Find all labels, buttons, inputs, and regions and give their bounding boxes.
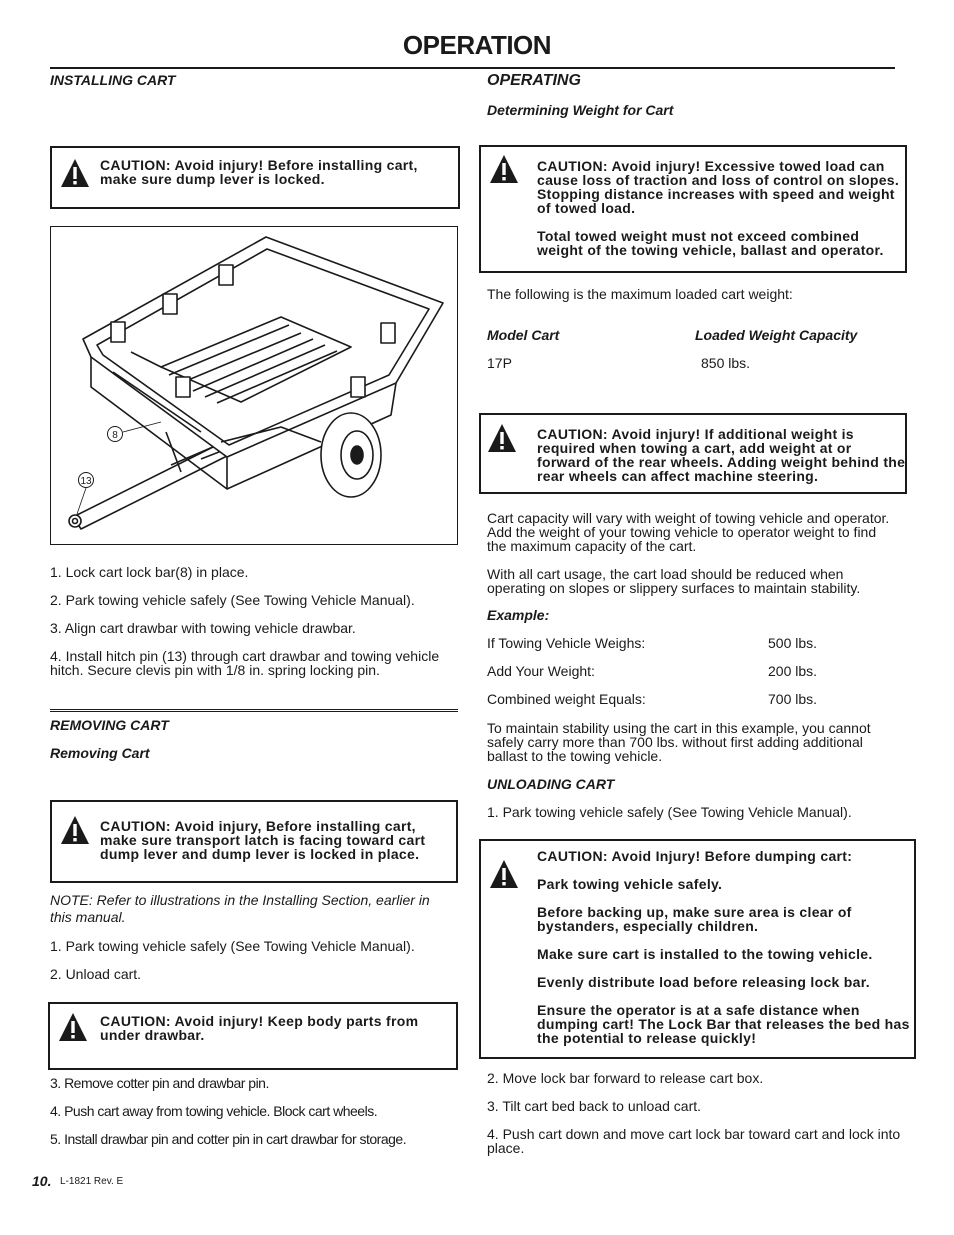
page-title: OPERATION: [402, 30, 552, 60]
warning-icon: [487, 423, 517, 453]
removing-cart-subheading: Removing Cart: [50, 745, 150, 761]
caution-line: CAUTION: Avoid Injury! Before dumping cart:: [537, 848, 853, 864]
unload-step-4: 4. Push cart down and move cart lock bar toward cart and lock into place.: [487, 1126, 901, 1156]
example-value-2: 200 lbs.: [768, 663, 818, 679]
warning-icon: [58, 1012, 88, 1042]
warning-icon: [60, 815, 90, 845]
remove-step-5: 5. Install drawbar pin and cotter pin in cart drawbar for storage.: [50, 1131, 407, 1147]
table-capacity: 850 lbs.: [701, 355, 751, 371]
callout-8: 8: [112, 430, 118, 441]
caution-box-additional-weight: [479, 413, 907, 494]
cart-drawing: [51, 227, 457, 544]
callout-13: 13: [80, 476, 92, 487]
unloading-heading: UNLOADING CART: [487, 776, 615, 792]
table-model: 17P: [487, 355, 512, 371]
operating-heading: OPERATING: [487, 72, 581, 89]
unload-step-3: 3. Tilt cart bed back to unload cart.: [487, 1098, 702, 1114]
section-divider: [50, 709, 458, 712]
caution-box-drawbar: [48, 1002, 458, 1070]
caution-text: CAUTION: Avoid injury, Before installing cart, make sure transport latch is facing toward cart dump lever and dump lever is locked in place.: [100, 818, 426, 862]
caution-box-dumping: [479, 839, 916, 1059]
caution-line: CAUTION: Avoid injury! Excessive towed load can cause loss of traction and loss of control on slopes. Stopping distance increases with speed and weight of towed load.: [537, 158, 900, 216]
installing-cart-heading: INSTALLING CART: [50, 72, 176, 88]
example-label-3: Combined weight Equals:: [487, 691, 646, 707]
capacity-paragraph: Cart capacity will vary with weight of towing vehicle and operator. Add the weight of your towing vehicle to operator weight to find the maximum capacity of the cart.: [487, 510, 890, 554]
unload-step-1: 1. Park towing vehicle safely (See Towing Vehicle Manual).: [487, 804, 852, 820]
install-step-2: 2. Park towing vehicle safely (See Towing Vehicle Manual).: [50, 592, 415, 608]
page-number: 10.: [32, 1173, 52, 1189]
remove-step-4: 4. Push cart away from towing vehicle. Block cart wheels.: [50, 1103, 378, 1119]
usage-paragraph: With all cart usage, the cart load should be reduced when operating on slopes or slippery surfaces to maintain stability.: [487, 566, 861, 596]
install-step-3: 3. Align cart drawbar with towing vehicle drawbar.: [50, 620, 356, 636]
caution-box-removing: [50, 800, 458, 883]
unload-step-2: 2. Move lock bar forward to release cart box.: [487, 1070, 764, 1086]
example-value-1: 500 lbs.: [768, 635, 818, 651]
install-step-4: 4. Install hitch pin (13) through cart drawbar and towing vehicle hitch. Secure clevis pin with 1/8 in. spring locking pin.: [50, 648, 440, 678]
caution-text: [537, 849, 915, 1045]
install-step-1: 1. Lock cart lock bar(8) in place.: [50, 564, 249, 580]
operating-subheading: Determining Weight for Cart: [487, 102, 674, 118]
caution-box-towed-load: [479, 145, 907, 273]
removing-cart-heading: REMOVING CART: [50, 717, 169, 733]
example-value-3: 700 lbs.: [768, 691, 818, 707]
remove-step-2: 2. Unload cart.: [50, 966, 142, 982]
doc-code: L-1821 Rev. E: [60, 1176, 124, 1187]
caution-text: [537, 159, 905, 257]
warning-icon: [489, 153, 519, 185]
warning-icon: [489, 859, 519, 889]
caution-line: Evenly distribute load before releasing lock bar.: [537, 974, 870, 990]
remove-step-1: 1. Park towing vehicle safely (See Towing Vehicle Manual).: [50, 938, 415, 954]
table-header-model: Model Cart: [487, 327, 560, 343]
caution-line: Make sure cart is installed to the towing vehicle.: [537, 946, 873, 962]
table-header-capacity: Loaded Weight Capacity: [695, 327, 858, 343]
title-rule: [50, 67, 895, 69]
example-label: Example:: [487, 607, 550, 623]
caution-line: Ensure the operator is at a safe distance when dumping cart! The Lock Bar that releases the bed has the potential to release quickly!: [537, 1002, 910, 1046]
warning-icon: [60, 158, 90, 188]
removing-note: NOTE: Refer to illustrations in the Installing Section, earlier in this manual.: [50, 892, 430, 925]
caution-line: Total towed weight must not exceed combined weight of the towing vehicle, ballast and operator.: [537, 228, 884, 258]
caution-line: Before backing up, make sure area is clear of bystanders, especially children.: [537, 904, 852, 934]
caution-line: Park towing vehicle safely.: [537, 876, 723, 892]
caution-text: CAUTION: Avoid injury! Keep body parts from under drawbar.: [100, 1013, 419, 1043]
caution-text: CAUTION: Avoid injury! Before installing cart, make sure dump lever is locked.: [100, 157, 418, 187]
caution-box-installing: [50, 146, 460, 209]
stability-paragraph: To maintain stability using the cart in this example, you cannot safely carry more than 700 lbs. without first adding additional ballast to the towing vehicle.: [487, 720, 871, 764]
remove-step-3: 3. Remove cotter pin and drawbar pin.: [50, 1075, 269, 1091]
weight-intro: The following is the maximum loaded cart weight:: [487, 286, 793, 302]
example-label-1: If Towing Vehicle Weighs:: [487, 635, 646, 651]
example-label-2: Add Your Weight:: [487, 663, 595, 679]
caution-text: CAUTION: Avoid injury! If additional weight is required when towing a cart, add weight at or forward of the rear wheels. Adding weight behind the rear wheels can affect machine steering.: [537, 426, 906, 484]
cart-illustration: [50, 226, 458, 545]
